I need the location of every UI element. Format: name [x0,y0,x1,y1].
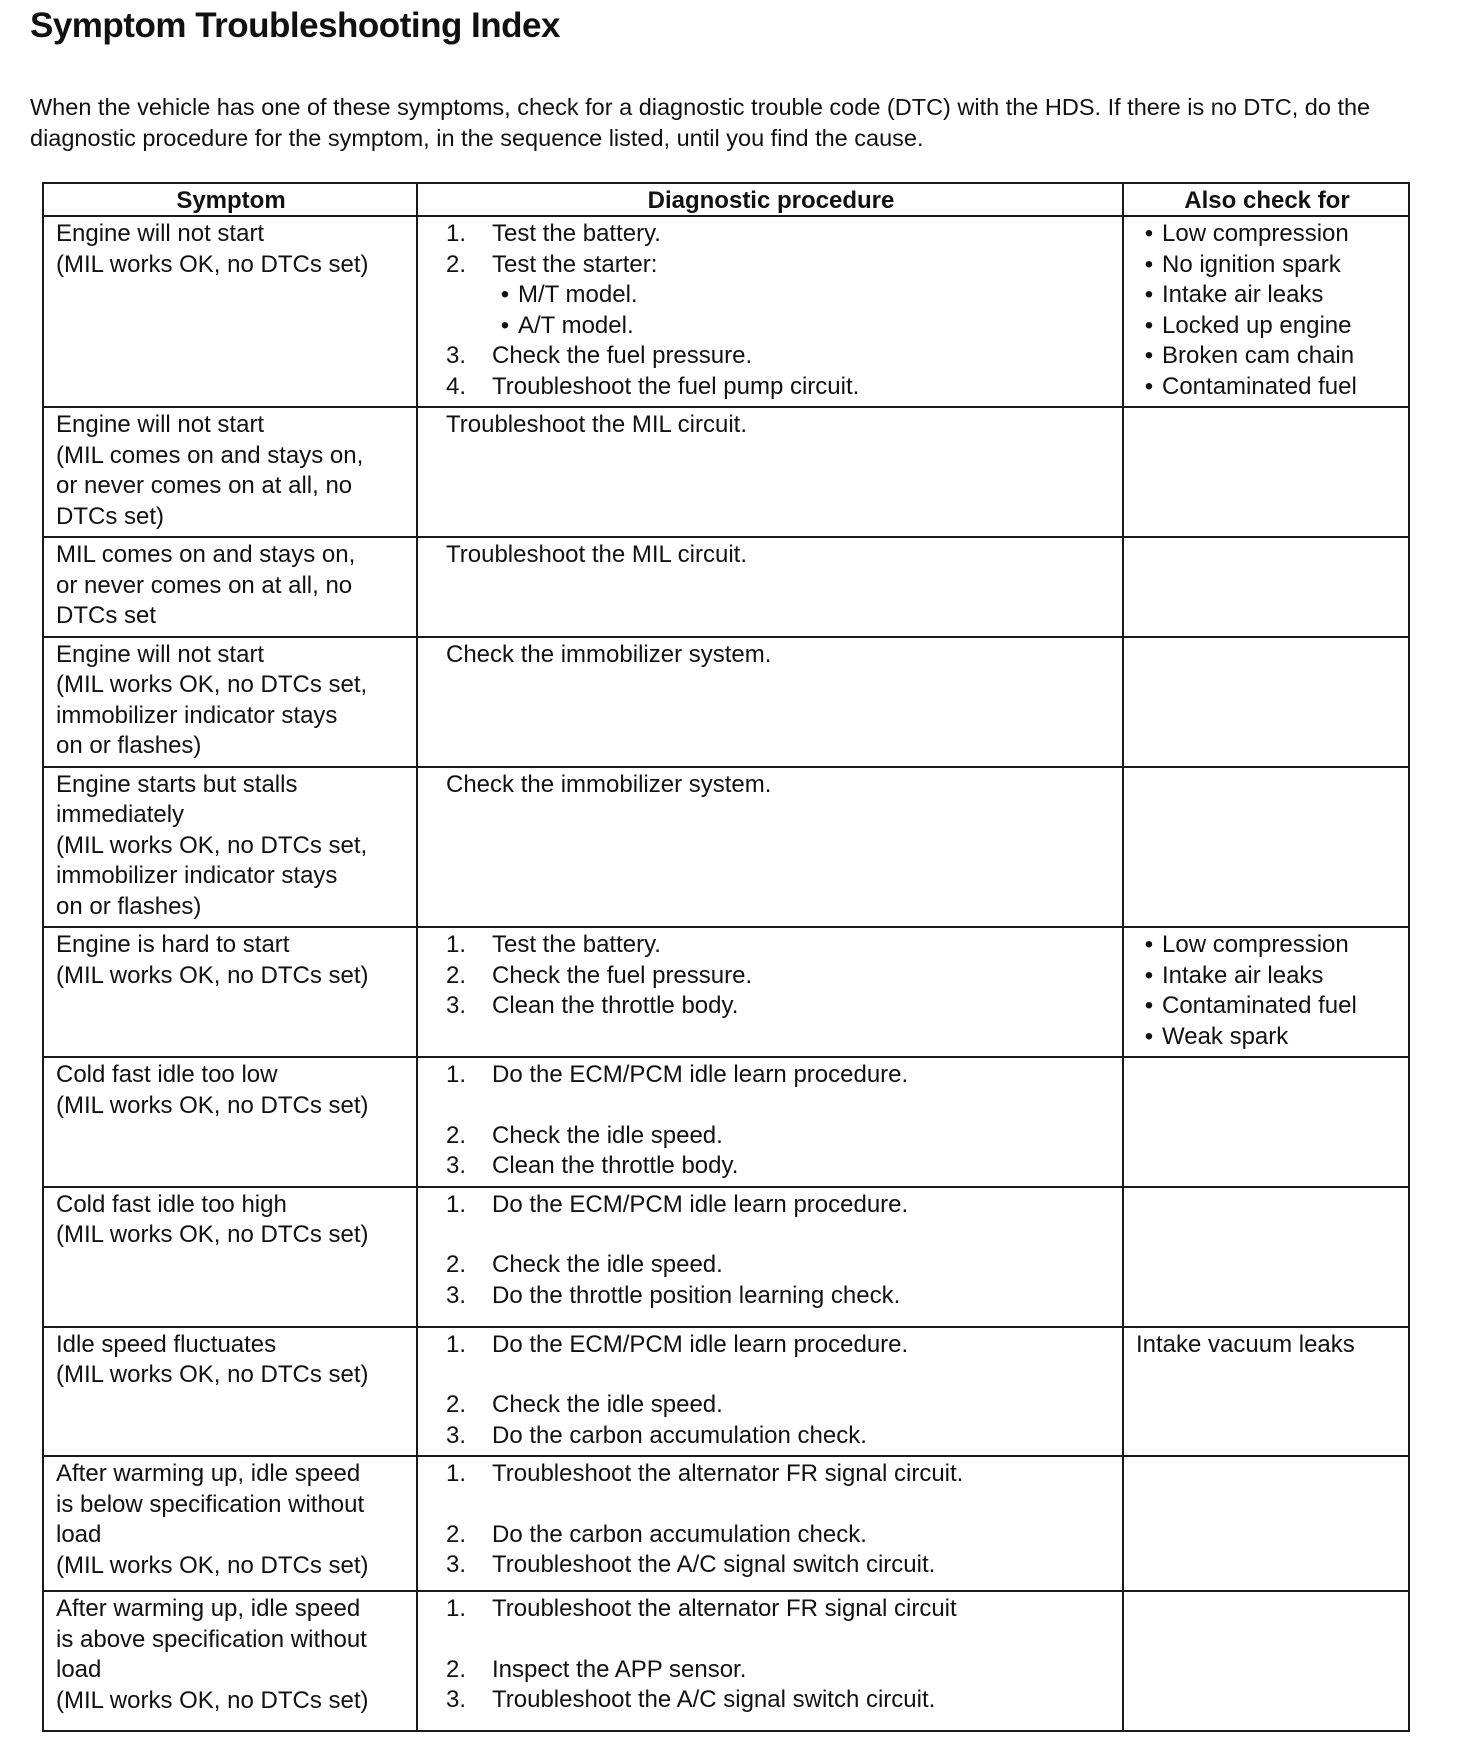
step-text: Troubleshoot the alternator FR signal circuit [492,1595,957,1622]
table-body [43,216,1409,1731]
step-number: 1. [446,1595,467,1622]
also-check-cell [1123,1591,1409,1731]
step-number: 1. [446,1330,467,1358]
symptom-cell [43,1057,417,1187]
symptom-line: Engine will not start [56,411,265,438]
procedure-step [446,1550,1112,1581]
symptom-line: immobilizer indicator stays [56,862,338,889]
symptom-line: MIL comes on and stays on, [56,541,356,568]
step-number: 2. [446,250,467,278]
bullet-icon: • [1144,311,1154,339]
symptom-line: After warming up, idle speed [56,1595,361,1622]
table-row [43,927,1409,1057]
symptom-line: DTCs set [56,602,157,629]
step-number: 3. [446,992,467,1019]
bullet-icon: • [1144,281,1154,308]
also-check-text: Contaminated fuel [1162,372,1357,400]
procedure-steps [430,1330,1112,1452]
procedure-step [446,1190,1112,1221]
procedure-text: Check the immobilizer system. [446,640,772,668]
symptom-cell [43,1187,417,1327]
step-number: 3. [446,1686,467,1713]
also-check-text: Contaminated fuel [1162,992,1357,1019]
also-check-text: Intake air leaks [1162,961,1324,989]
also-check-item [1136,219,1398,250]
symptom-line: (MIL works OK, no DTCs set) [56,250,369,278]
symptom-line: Idle speed fluctuates [56,1330,277,1358]
step-text: Troubleshoot the alternator FR signal circuit. [492,1460,964,1487]
step-text: Troubleshoot the fuel pump circuit. [492,372,860,400]
step-number: 3. [446,1281,467,1309]
procedure-step [446,1330,1112,1361]
step-text: Check the idle speed. [492,1251,723,1278]
step-text: Check the idle speed. [492,1391,723,1418]
procedure-step [446,1281,1112,1312]
step-text: Do the ECM/PCM idle learn procedure. [492,1330,909,1358]
symptom-line: (MIL works OK, no DTCs set, [56,831,368,859]
step-number: 2. [446,1251,467,1278]
step-text: Do the ECM/PCM idle learn procedure. [492,1061,909,1088]
also-check-cell [1123,537,1409,637]
procedure-step [446,1520,1112,1551]
table-row [43,637,1409,767]
also-check-list [1136,930,1398,1052]
also-check-item [1136,250,1398,281]
step-text: Test the battery. [492,220,661,247]
procedure-cell [417,537,1123,637]
procedure-steps [430,1594,1112,1716]
step-number: 4. [446,372,467,400]
also-check-text: Broken cam chain [1162,342,1355,369]
symptom-line: immediately [56,801,185,828]
bullet-icon: • [1144,220,1154,247]
step-subitem [492,280,1112,311]
procedure-step [446,250,1112,342]
also-check-item [1136,991,1398,1022]
symptom-line: (MIL works OK, no DTCs set) [56,961,369,989]
symptom-cell [43,767,417,928]
procedure-cell [417,1057,1123,1187]
symptom-cell [43,407,417,537]
table-row [43,407,1409,537]
symptom-line: is above specification without [56,1625,367,1653]
step-text: Check the fuel pressure. [492,961,753,989]
symptom-cell [43,537,417,637]
also-check-text: Intake vacuum leaks [1136,1330,1355,1358]
symptom-table [42,182,1410,1732]
also-check-cell [1123,407,1409,537]
also-check-cell [1123,1187,1409,1327]
bullet-icon: • [1144,250,1154,278]
procedure-cell [417,637,1123,767]
procedure-step [446,219,1112,250]
symptom-line: immobilizer indicator stays [56,701,338,729]
also-check-cell [1123,767,1409,928]
procedure-step [446,1421,1112,1452]
symptom-line: (MIL comes on and stays on, [56,441,364,469]
symptom-line: (MIL works OK, no DTCs set) [56,1091,369,1119]
also-check-text: No ignition spark [1162,250,1341,278]
subitem-text: M/T model. [518,281,638,308]
header-diagnostic-procedure: Diagnostic procedure [417,183,1123,216]
table-header-row [43,183,1409,216]
symptom-line: DTCs set) [56,502,164,530]
procedure-step [446,1685,1112,1716]
step-subitem [492,311,1112,342]
procedure-cell [417,407,1123,537]
procedure-text: Troubleshoot the MIL circuit. [446,541,748,568]
procedure-step [446,1655,1112,1686]
procedure-step [446,1060,1112,1091]
also-check-text: Locked up engine [1162,311,1352,339]
symptom-line: Engine is hard to start [56,931,290,958]
step-text: Do the ECM/PCM idle learn procedure. [492,1190,909,1218]
also-check-text: Low compression [1162,220,1349,247]
step-number: 3. [446,1421,467,1449]
bullet-icon: • [500,311,510,339]
bullet-icon: • [1144,372,1154,400]
procedure-step [446,930,1112,961]
symptom-cell [43,927,417,1057]
symptom-line: Engine will not start [56,220,265,247]
also-check-item [1136,961,1398,992]
also-check-cell [1123,927,1409,1057]
procedure-steps [430,1060,1112,1182]
procedure-step [446,1151,1112,1182]
procedure-steps [430,1190,1112,1312]
symptom-line: load [56,1521,102,1548]
step-number: 2. [446,1391,467,1418]
symptom-line: (MIL works OK, no DTCs set) [56,1361,369,1388]
bullet-icon: • [1144,1022,1154,1050]
also-check-list [1136,219,1398,402]
table-row [43,1187,1409,1327]
symptom-line: on or flashes) [56,892,202,920]
step-number: 1. [446,220,467,247]
also-check-item [1136,1022,1398,1053]
step-text: Inspect the APP sensor. [492,1655,747,1683]
also-check-cell [1123,1456,1409,1591]
also-check-text: Intake air leaks [1162,281,1324,308]
step-number: 2. [446,961,467,989]
table-row [43,1057,1409,1187]
step-text: Test the battery. [492,931,661,958]
step-text: Do the carbon accumulation check. [492,1421,867,1449]
step-number: 3. [446,1152,467,1179]
symptom-line: Engine will not start [56,640,265,668]
intro-paragraph: When the vehicle has one of these symptoms, check for a diagnostic trouble code (DTC) with the HDS. If there is no DTC, do the diagnostic procedure for the symptom, in the sequence listed, until you find the cause. [30,94,1371,151]
step-number: 2. [446,1520,467,1548]
table-row [43,216,1409,407]
table-row [43,1327,1409,1457]
bullet-icon: • [500,281,510,308]
procedure-steps [430,219,1112,402]
page-title: Symptom Troubleshooting Index [30,6,560,45]
symptom-line: (MIL works OK, no DTCs set) [56,1551,369,1579]
symptom-line: Cold fast idle too low [56,1061,278,1088]
step-text: Troubleshoot the A/C signal switch circuit. [492,1686,936,1713]
step-number: 2. [446,1655,467,1683]
step-number: 3. [446,1551,467,1578]
also-check-item [1136,372,1398,403]
table-row [43,767,1409,928]
symptom-line: (MIL works OK, no DTCs set, [56,671,368,698]
symptom-line: After warming up, idle speed [56,1460,361,1487]
also-check-item [1136,930,1398,961]
symptom-line: (MIL works OK, no DTCs set) [56,1686,369,1714]
symptom-cell [43,637,417,767]
procedure-step [446,1121,1112,1152]
step-text: Do the carbon accumulation check. [492,1520,867,1548]
also-check-item [1136,311,1398,342]
symptom-line: is below specification without [56,1490,365,1518]
also-check-cell [1123,1327,1409,1457]
symptom-line: Cold fast idle too high [56,1190,287,1218]
procedure-cell [417,1327,1123,1457]
procedure-step [446,341,1112,372]
procedure-cell [417,1591,1123,1731]
step-subitems [492,280,1112,341]
symptom-line: or never comes on at all, no [56,571,353,599]
symptom-cell [43,1456,417,1591]
procedure-step [446,1390,1112,1421]
step-text: Test the starter: [492,250,658,278]
procedure-step [446,1594,1112,1625]
procedure-cell [417,1187,1123,1327]
table-row [43,537,1409,637]
step-number: 2. [446,1121,467,1149]
header-also-check-for: Also check for [1123,183,1409,216]
step-number: 1. [446,1061,467,1088]
also-check-text: Low compression [1162,931,1349,958]
subitem-text: A/T model. [518,311,634,339]
procedure-cell [417,767,1123,928]
procedure-step [446,372,1112,403]
symptom-line: Engine starts but stalls [56,770,298,798]
step-text: Troubleshoot the A/C signal switch circuit. [492,1551,936,1578]
symptom-line: on or flashes) [56,732,202,759]
symptom-cell [43,216,417,407]
also-check-item [1136,341,1398,372]
procedure-step [446,961,1112,992]
also-check-cell [1123,216,1409,407]
step-number: 1. [446,1190,467,1218]
also-check-cell [1123,1057,1409,1187]
procedure-steps [430,930,1112,1022]
step-text: Check the idle speed. [492,1121,723,1149]
symptom-line: (MIL works OK, no DTCs set) [56,1221,369,1248]
procedure-cell [417,1456,1123,1591]
also-check-cell [1123,637,1409,767]
header-symptom: Symptom [43,183,417,216]
symptom-line: load [56,1656,102,1683]
procedure-steps [430,1459,1112,1581]
procedure-cell [417,927,1123,1057]
table-row [43,1456,1409,1591]
symptom-line: or never comes on at all, no [56,472,353,499]
procedure-step [446,1250,1112,1281]
bullet-icon: • [1144,931,1154,958]
table-row [43,1591,1409,1731]
procedure-text: Troubleshoot the MIL circuit. [446,411,748,438]
step-text: Clean the throttle body. [492,1152,739,1179]
bullet-icon: • [1144,992,1154,1019]
step-text: Do the throttle position learning check. [492,1281,901,1309]
symptom-cell [43,1591,417,1731]
step-number: 3. [446,342,467,369]
step-text: Clean the throttle body. [492,992,739,1019]
step-number: 1. [446,1460,467,1487]
procedure-step [446,991,1112,1022]
bullet-icon: • [1144,961,1154,989]
also-check-item [1136,280,1398,311]
symptom-cell [43,1327,417,1457]
procedure-cell [417,216,1123,407]
step-text: Check the fuel pressure. [492,342,753,369]
bullet-icon: • [1144,342,1154,369]
step-number: 1. [446,931,467,958]
procedure-text: Check the immobilizer system. [446,770,772,798]
also-check-text: Weak spark [1162,1022,1289,1050]
procedure-step [446,1459,1112,1490]
